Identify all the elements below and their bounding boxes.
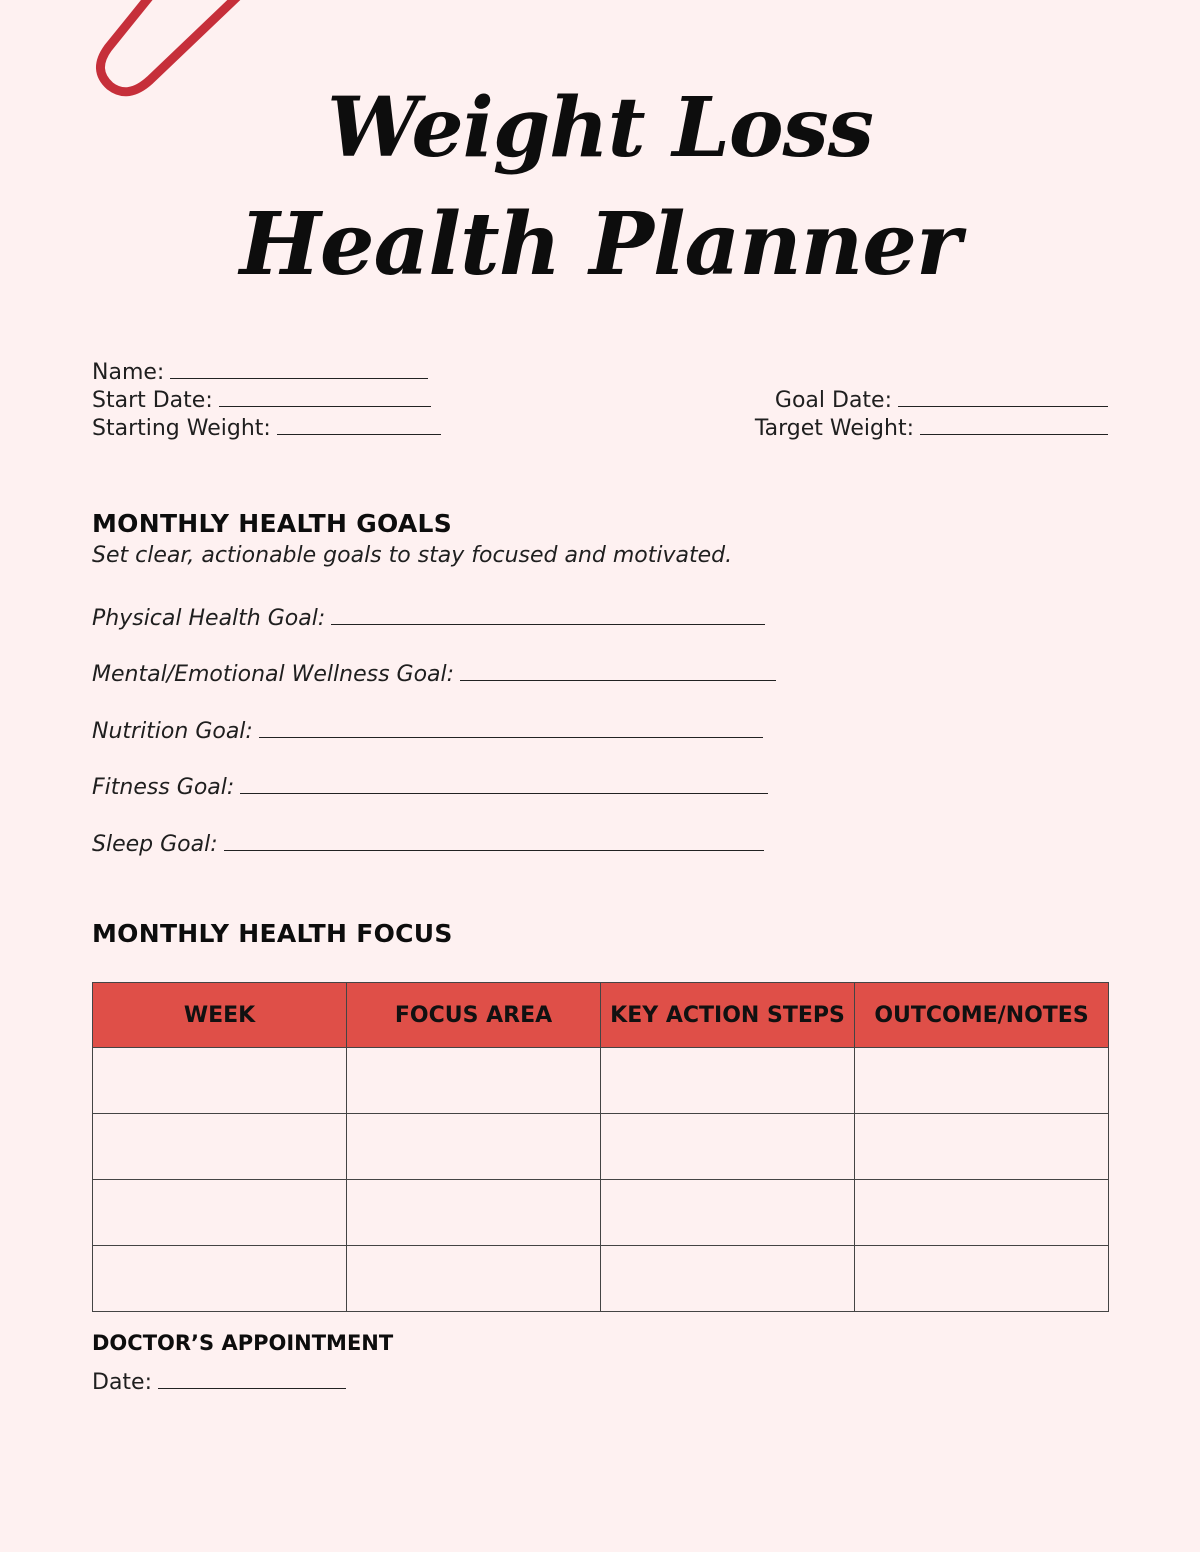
start-date-blank[interactable] <box>219 386 431 407</box>
goal-date-field[interactable] <box>775 386 1108 415</box>
start-date-label: Start Date: <box>92 388 213 413</box>
table-row <box>93 1048 1109 1114</box>
table-cell[interactable] <box>93 1048 347 1114</box>
table-cell[interactable] <box>601 1246 855 1312</box>
appointment-heading: DOCTOR’S APPOINTMENT <box>92 1331 394 1355</box>
starting-weight-blank[interactable] <box>277 414 441 435</box>
goal-label: Mental/Emotional Wellness Goal: <box>92 662 455 687</box>
focus-table <box>92 982 1109 1312</box>
starting-weight-field[interactable] <box>92 414 441 443</box>
target-weight-blank[interactable] <box>920 414 1108 435</box>
table-cell[interactable] <box>855 1180 1109 1246</box>
goals-subtitle: Set clear, actionable goals to stay focused and motivated. <box>92 543 733 568</box>
fitness-goal[interactable] <box>92 773 768 802</box>
goal-blank[interactable] <box>259 717 763 738</box>
column-header-key-action-steps: KEY ACTION STEPS <box>601 983 855 1048</box>
start-date-field[interactable] <box>92 386 431 415</box>
table-cell[interactable] <box>347 1246 601 1312</box>
goal-label: Fitness Goal: <box>92 775 235 800</box>
table-cell[interactable] <box>347 1048 601 1114</box>
goal-label: Nutrition Goal: <box>92 719 253 744</box>
page-title-line-1: Weight Loss <box>327 80 873 176</box>
table-row <box>93 1246 1109 1312</box>
table-cell[interactable] <box>347 1114 601 1180</box>
sleep-goal[interactable] <box>92 830 764 859</box>
table-cell[interactable] <box>601 1048 855 1114</box>
table-header-row <box>93 983 1109 1048</box>
column-header-week: WEEK <box>93 983 347 1048</box>
appointment-date-field[interactable] <box>92 1368 346 1397</box>
table-cell[interactable] <box>93 1246 347 1312</box>
table-cell[interactable] <box>601 1180 855 1246</box>
name-field[interactable] <box>92 358 428 387</box>
table-cell[interactable] <box>93 1180 347 1246</box>
mental-wellness-goal[interactable] <box>92 660 776 689</box>
column-header-outcome-notes: OUTCOME/NOTES <box>855 983 1109 1048</box>
goal-blank[interactable] <box>460 660 776 681</box>
goal-blank[interactable] <box>331 604 765 625</box>
goal-date-blank[interactable] <box>898 386 1108 407</box>
goal-date-label: Goal Date: <box>774 388 892 413</box>
name-blank[interactable] <box>170 358 428 379</box>
page-title-line-2: Health Planner <box>239 194 961 295</box>
goal-label: Physical Health Goal: <box>92 606 326 631</box>
goal-blank[interactable] <box>224 830 764 851</box>
goal-label: Sleep Goal: <box>92 832 218 857</box>
goals-heading: MONTHLY HEALTH GOALS <box>92 509 453 538</box>
table-cell[interactable] <box>601 1114 855 1180</box>
appointment-date-label: Date: <box>92 1370 152 1395</box>
nutrition-goal[interactable] <box>92 717 763 746</box>
column-header-focus-area: FOCUS AREA <box>347 983 601 1048</box>
table-cell[interactable] <box>855 1048 1109 1114</box>
table-cell[interactable] <box>93 1114 347 1180</box>
target-weight-label: Target Weight: <box>754 416 914 441</box>
physical-health-goal[interactable] <box>92 604 765 633</box>
target-weight-field[interactable] <box>755 414 1108 443</box>
table-row <box>93 1180 1109 1246</box>
table-row <box>93 1114 1109 1180</box>
starting-weight-label: Starting Weight: <box>92 416 271 441</box>
table-cell[interactable] <box>855 1246 1109 1312</box>
table-cell[interactable] <box>855 1114 1109 1180</box>
table-cell[interactable] <box>347 1180 601 1246</box>
appointment-date-blank[interactable] <box>158 1368 346 1389</box>
name-label: Name: <box>92 360 165 385</box>
focus-heading: MONTHLY HEALTH FOCUS <box>92 919 453 948</box>
goal-blank[interactable] <box>240 773 768 794</box>
